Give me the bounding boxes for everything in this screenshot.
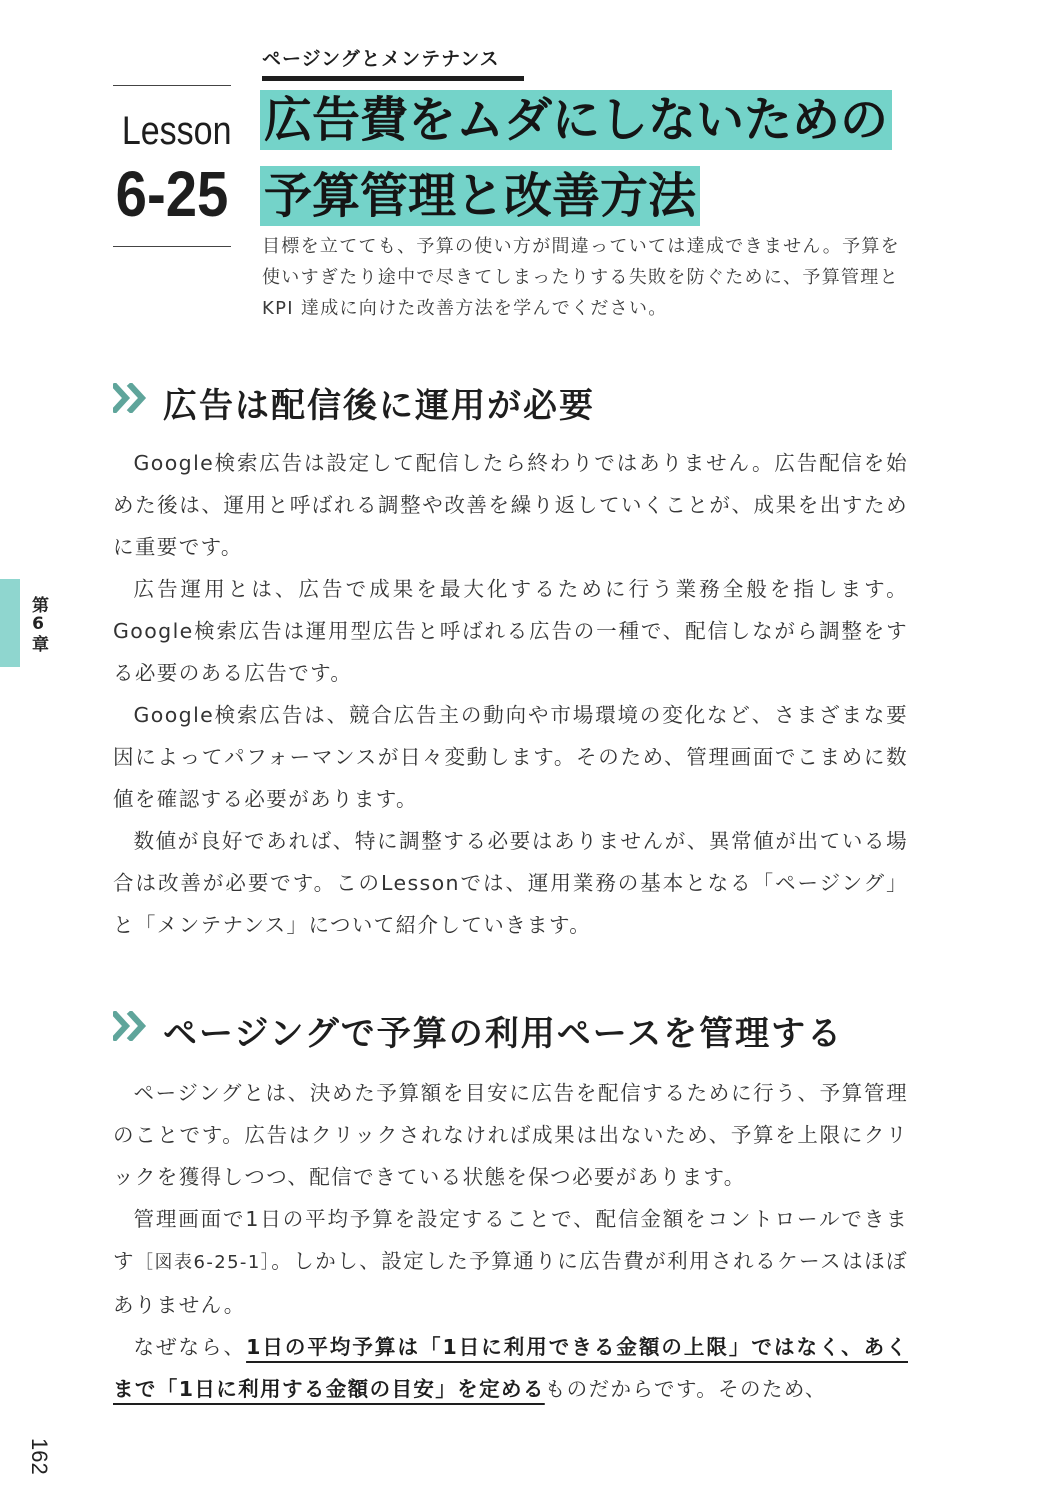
lesson-word: Lesson bbox=[121, 109, 232, 153]
section-heading-1-text: 広告は配信後に運用が必要 bbox=[163, 385, 595, 426]
paragraph-text: 管理画面で1日の平均予算を設定することで、配信金額をコントロールできます bbox=[113, 1207, 908, 1273]
lesson-rule-top bbox=[113, 85, 231, 86]
page-number: 162 bbox=[27, 1438, 52, 1475]
double-chevron-icon bbox=[113, 382, 149, 422]
paragraph-text: ものだからです。そのため、 bbox=[544, 1377, 827, 1401]
kicker: ページングとメンテナンス bbox=[262, 46, 524, 81]
paragraph: Google検索広告は設定して配信したら終わりではありません。広告配信を始めた後は、運用と呼ばれる調整や改善を繰り返していくことが、成果を出すために重要です。 bbox=[113, 451, 908, 559]
paragraph-text: 。しかし、設定した予算通りに広告費が利用されるケースはほぼありません。 bbox=[113, 1249, 908, 1317]
chapter-label: 第6章 bbox=[28, 596, 48, 653]
title-line-2: 予算管理と改善方法 bbox=[260, 166, 700, 226]
underlined-emphasis: 1日の平均予算は「1日に利用できる金額の上限」ではなく、あくまで「1日に利用する金額の目安」を定める bbox=[113, 1335, 908, 1401]
section-2-body bbox=[113, 1072, 908, 1410]
title-line-1: 広告費をムダにしないための bbox=[260, 90, 892, 150]
paragraph bbox=[113, 1326, 908, 1410]
lesson-rule-bottom bbox=[113, 246, 231, 247]
figure-reference: ［図表6-25-1］ bbox=[135, 1252, 272, 1273]
section-heading-2-text: ページングで予算の利用ペースを管理する bbox=[163, 1013, 844, 1054]
chapter-tab bbox=[0, 579, 20, 667]
page-title bbox=[260, 85, 892, 237]
section-1-body bbox=[113, 442, 908, 946]
lead-paragraph: 目標を立てても、予算の使い方が間違っていては達成できません。予算を使いすぎたり途中で尽きてしまったりする失敗を防ぐために、予算管理と KPI 達成に向けた改善方法を学んでください。 bbox=[262, 236, 900, 319]
paragraph: 広告運用とは、広告で成果を最大化するために行う業務全般を指します。Google検索広告は運用型広告と呼ばれる広告の一種で、配信しながら調整をする必要のある広告です。 bbox=[113, 577, 908, 685]
section-heading-1 bbox=[113, 372, 595, 432]
paragraph: ページングとは、決めた予算額を目安に広告を配信するために行う、予算管理のことです。広告はクリックされなければ成果は出ないため、予算を上限にクリックを獲得しつつ、配信できている状態を保つ必要があります。 bbox=[113, 1081, 908, 1189]
section-heading-2 bbox=[113, 1000, 843, 1060]
paragraph: 数値が良好であれば、特に調整する必要はありませんが、異常値が出ている場合は改善が必要です。このLessonでは、運用業務の基本となる「ページング」と「メンテナンス」について紹介していきます。 bbox=[113, 829, 908, 937]
paragraph-text: なぜなら、 bbox=[133, 1335, 247, 1359]
double-chevron-icon bbox=[113, 1010, 149, 1050]
lesson-number: 6-25 bbox=[115, 158, 229, 230]
paragraph: Google検索広告は、競合広告主の動向や市場環境の変化など、さまざまな要因によってパフォーマンスが日々変動します。そのため、管理画面でこまめに数値を確認する必要があります。 bbox=[113, 703, 908, 811]
paragraph bbox=[113, 1198, 908, 1326]
